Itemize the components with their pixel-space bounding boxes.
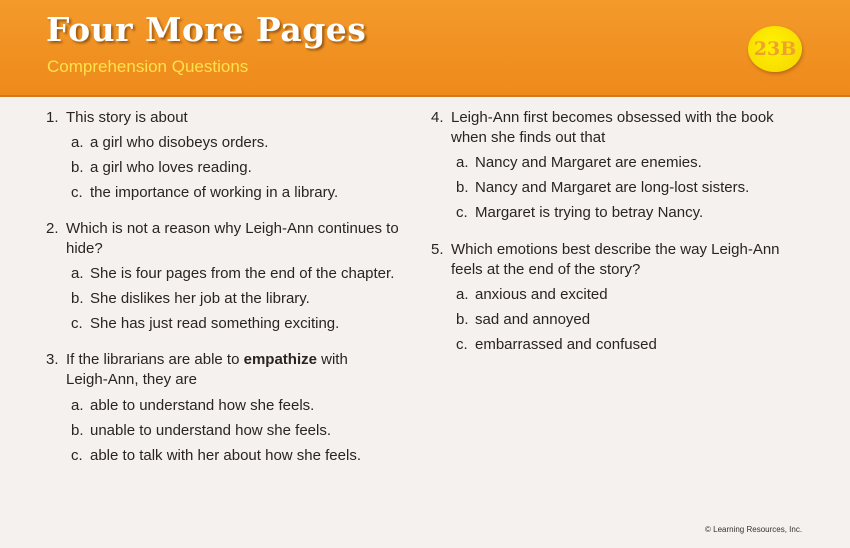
option-letter: a. [71, 134, 84, 151]
option-text: She dislikes her job at the library. [90, 290, 310, 307]
page-subtitle: Comprehension Questions [47, 57, 249, 76]
header-banner [0, 0, 850, 97]
option-letter: c. [456, 336, 468, 353]
option-letter: b. [456, 179, 469, 196]
question-text: If the librarians are able to empathize with [66, 351, 348, 368]
option-text: Margaret is trying to betray Nancy. [475, 204, 704, 221]
option-letter: b. [71, 159, 84, 176]
option-text: a girl who disobeys orders. [90, 134, 269, 151]
question-text: when she finds out that [451, 129, 606, 146]
option-letter: b. [71, 290, 84, 307]
option-text: Nancy and Margaret are enemies. [475, 154, 702, 171]
option-letter: b. [71, 422, 84, 439]
option-text: able to talk with her about how she feels. [90, 447, 361, 464]
page-title: Four More Pages [46, 10, 367, 49]
option-letter: c. [71, 184, 83, 201]
option-text: She is four pages from the end of the chapter. [90, 265, 395, 282]
vocabulary-word: empathize [243, 351, 317, 368]
question-text: feels at the end of the story? [451, 261, 641, 278]
card-number-badge: 23B [748, 26, 802, 72]
option-letter: a. [456, 154, 469, 171]
option-text: Nancy and Margaret are long-lost sisters. [475, 179, 750, 196]
question-text: Leigh-Ann first becomes obsessed with the book [451, 109, 774, 126]
question-text: Leigh-Ann, they are [66, 371, 197, 388]
option-text: embarrassed and confused [475, 336, 657, 353]
option-text: anxious and excited [475, 286, 608, 303]
question-number: 3. [46, 351, 59, 368]
option-text: a girl who loves reading. [90, 159, 252, 176]
question-text: This story is about [66, 109, 188, 126]
option-text: unable to understand how she feels. [90, 422, 332, 439]
question-text: Which emotions best describe the way Leigh-Ann [451, 241, 780, 258]
question-text: Which is not a reason why Leigh-Ann continues to [66, 220, 399, 237]
option-text: sad and annoyed [475, 311, 591, 328]
question-number: 2. [46, 220, 59, 237]
option-letter: c. [456, 204, 468, 221]
option-letter: c. [71, 447, 83, 464]
option-letter: c. [71, 315, 83, 332]
question-text: hide? [66, 240, 103, 257]
option-letter: a. [456, 286, 469, 303]
option-text: She has just read something exciting. [90, 315, 340, 332]
option-letter: b. [456, 311, 469, 328]
question-number: 5. [431, 241, 444, 258]
option-text: the importance of working in a library. [90, 184, 339, 201]
copyright-notice: © Learning Resources, Inc. [705, 525, 803, 534]
question-number: 4. [431, 109, 444, 126]
option-letter: a. [71, 265, 84, 282]
question-number: 1. [46, 109, 59, 126]
option-text: able to understand how she feels. [90, 397, 315, 414]
option-letter: a. [71, 397, 84, 414]
